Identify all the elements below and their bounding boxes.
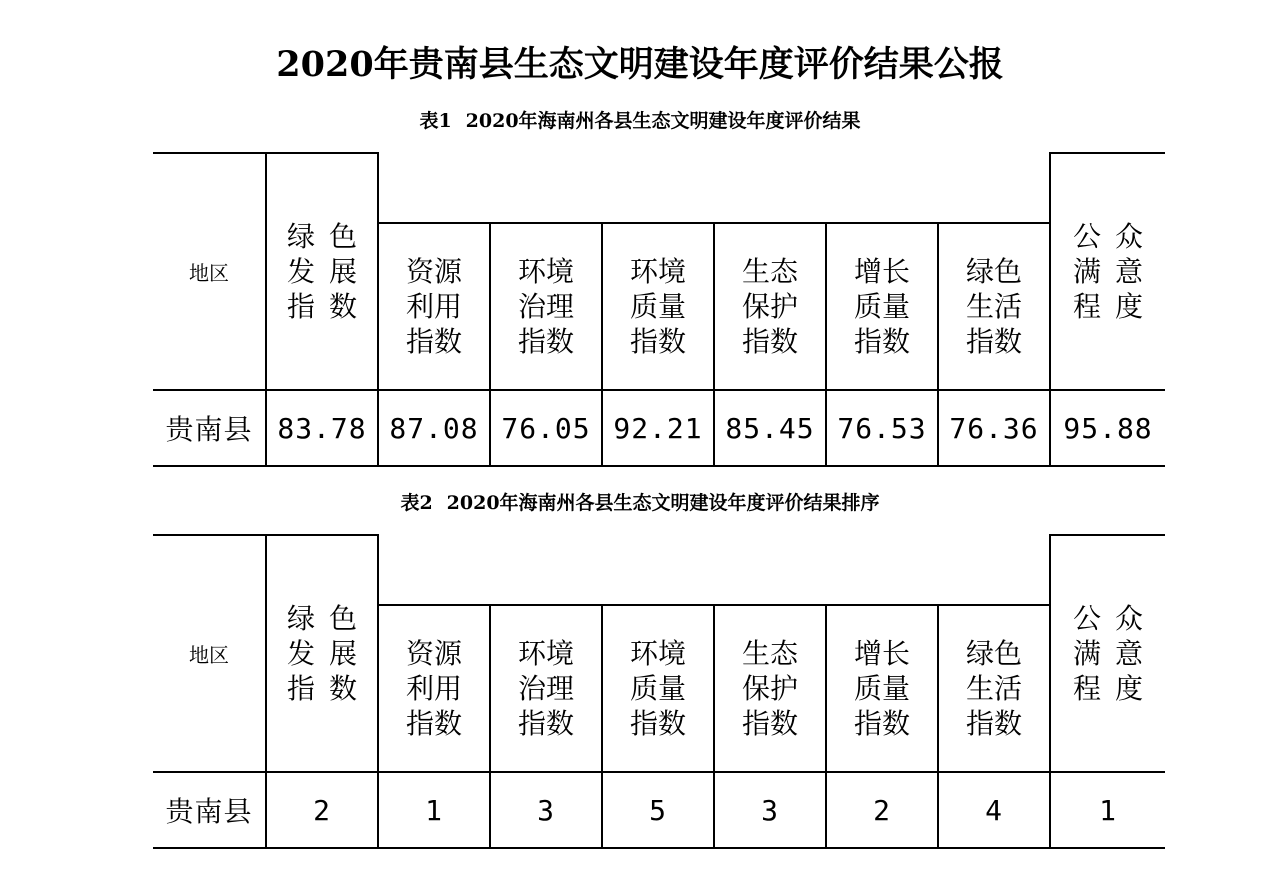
table-2-header-green-living: 绿色 生活 指数 bbox=[938, 605, 1050, 772]
table-2-public-satisfaction-header: 公众 满意 程度 bbox=[1050, 535, 1165, 772]
table-2-region-header: 地区 bbox=[153, 535, 266, 772]
table-1-header-env-governance: 环境 治理 指数 bbox=[490, 223, 602, 390]
table-1-region-cell: 贵南县 bbox=[153, 390, 266, 466]
table-1-value-env-governance: 76.05 bbox=[490, 390, 602, 466]
table-2-caption-text: 2020年海南州各县生态文明建设年度评价结果排序 bbox=[446, 492, 880, 514]
table-1-header-growth-quality: 增长 质量 指数 bbox=[826, 223, 938, 390]
table-1-public-satisfaction-header: 公众 满意 程度 bbox=[1050, 153, 1165, 390]
table-2-header-env-quality: 环境 质量 指数 bbox=[602, 605, 714, 772]
table-2 bbox=[153, 534, 1165, 849]
table-1-region-header: 地区 bbox=[153, 153, 266, 390]
table-2-rank-green-living: 4 bbox=[938, 772, 1050, 848]
page-title: 2020年贵南县生态文明建设年度评价结果公报 bbox=[276, 44, 1004, 85]
table-1-header-green-living: 绿色 生活 指数 bbox=[938, 223, 1050, 390]
table-1-green-development-header: 绿色 发展 指数 bbox=[266, 153, 378, 390]
table-2-rank-eco-protection: 3 bbox=[714, 772, 826, 848]
table-1-header-env-quality: 环境 质量 指数 bbox=[602, 223, 714, 390]
table-2-header-env-governance: 环境 治理 指数 bbox=[490, 605, 602, 772]
table-2-rank-green-development: 2 bbox=[266, 772, 378, 848]
table-1-value-env-quality: 92.21 bbox=[602, 390, 714, 466]
table-1-caption-number: 表1 bbox=[419, 110, 452, 132]
table-1-header-resource-use: 资源 利用 指数 bbox=[378, 223, 490, 390]
table-row bbox=[153, 390, 1165, 466]
table-1-header-eco-protection: 生态 保护 指数 bbox=[714, 223, 826, 390]
table-2-rank-public-satisfaction: 1 bbox=[1050, 772, 1165, 848]
table-1-header-spacer bbox=[378, 153, 1050, 223]
table-2-header-resource-use: 资源 利用 指数 bbox=[378, 605, 490, 772]
table-1-caption-text: 2020年海南州各县生态文明建设年度评价结果 bbox=[465, 110, 861, 132]
table-1-value-resource-use: 87.08 bbox=[378, 390, 490, 466]
table-1-value-green-living: 76.36 bbox=[938, 390, 1050, 466]
table-2-header-eco-protection: 生态 保护 指数 bbox=[714, 605, 826, 772]
table-row bbox=[153, 772, 1165, 848]
table-2-rank-env-governance: 3 bbox=[490, 772, 602, 848]
table-2-green-development-header: 绿色 发展 指数 bbox=[266, 535, 378, 772]
table-1 bbox=[153, 152, 1165, 467]
table-1-value-eco-protection: 85.45 bbox=[714, 390, 826, 466]
table-1-value-green-development: 83.78 bbox=[266, 390, 378, 466]
table-2-rank-env-quality: 5 bbox=[602, 772, 714, 848]
table-2-rank-resource-use: 1 bbox=[378, 772, 490, 848]
table-1-value-growth-quality: 76.53 bbox=[826, 390, 938, 466]
table-2-caption-number: 表2 bbox=[400, 492, 433, 514]
table-2-caption bbox=[0, 488, 1280, 518]
table-1-caption bbox=[0, 106, 1280, 136]
table-2-region-cell: 贵南县 bbox=[153, 772, 266, 848]
table-2-header-growth-quality: 增长 质量 指数 bbox=[826, 605, 938, 772]
table-2-rank-growth-quality: 2 bbox=[826, 772, 938, 848]
table-1-value-public-satisfaction: 95.88 bbox=[1050, 390, 1165, 466]
table-2-header-spacer bbox=[378, 535, 1050, 605]
